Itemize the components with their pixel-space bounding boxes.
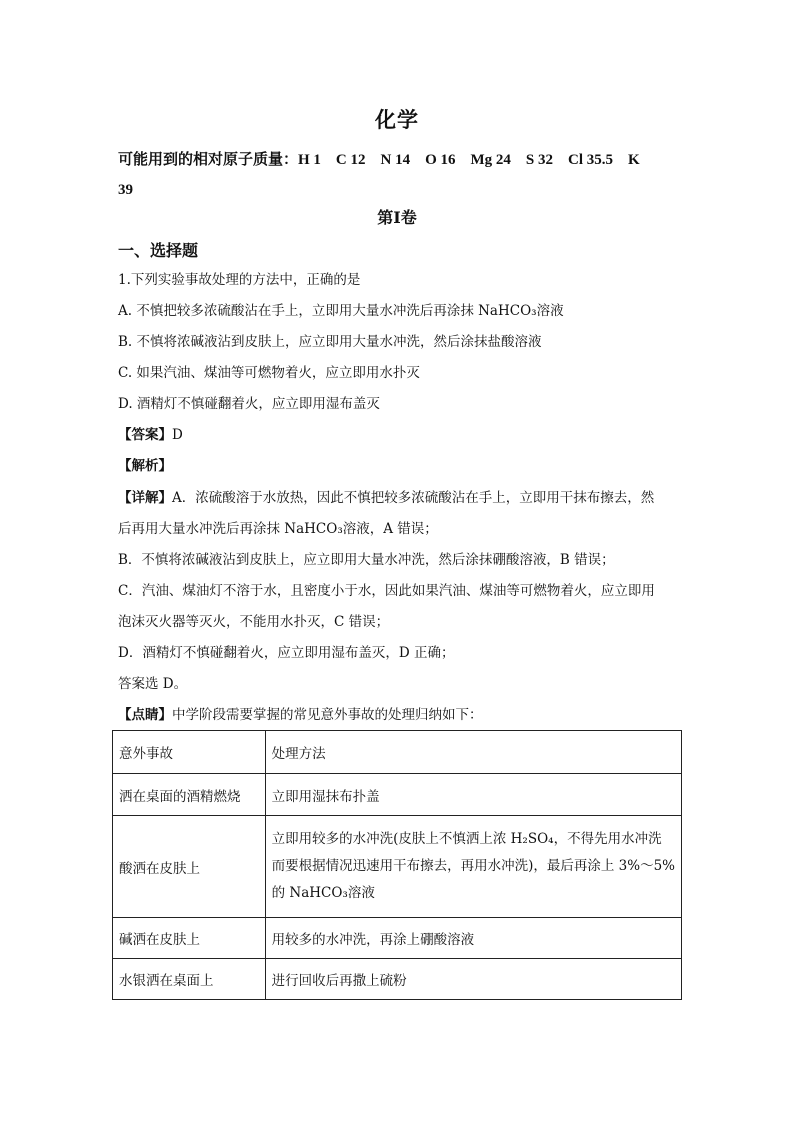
- answer-value: D: [172, 427, 183, 443]
- table-header-cell: 处理方法: [265, 731, 681, 774]
- method-line: 的 NaHCO₃溶液: [271, 885, 375, 901]
- table-cell-accident: 水银洒在桌面上: [113, 959, 266, 1000]
- table-row: [113, 774, 682, 816]
- table-row: [113, 918, 682, 959]
- table-row: [113, 959, 682, 1000]
- option-c: C. 如果汽油、煤油等可燃物着火，应立即用水扑灭: [118, 365, 420, 381]
- option-b: B. 不慎将浓碱液沾到皮肤上，应立即用大量水冲洗，然后涂抹盐酸溶液: [118, 334, 542, 350]
- table-cell-accident: 洒在桌面的酒精燃烧: [113, 774, 266, 816]
- answer-line: [118, 425, 183, 445]
- table-cell-accident: 碱洒在皮肤上: [113, 918, 266, 959]
- volume-heading: 第Ⅰ卷: [377, 208, 417, 227]
- atomic-mass-values: H 1 C 12 N 14 O 16 Mg 24 S 32 Cl 35.5 K: [298, 152, 640, 168]
- detail-text: 泡沫灭火器等灭火，不能用水扑灭，C 错误；: [118, 614, 390, 630]
- answer-conclusion: 答案选 D。: [118, 676, 188, 692]
- atomic-mass-label: 可能用到的相对原子质量：: [118, 150, 299, 168]
- table-header-row: [113, 731, 682, 774]
- method-line: 立即用较多的水冲洗(皮肤上不慎洒上浓 H₂SO₄，不得先用水冲洗: [271, 831, 662, 847]
- accident-table: [112, 730, 682, 1000]
- detail-text: D．酒精灯不慎碰翻着火，应立即用湿布盖灭，D 正确；: [118, 645, 455, 661]
- analysis-label: 【解析】: [118, 458, 172, 474]
- table-cell-method: 进行回收后再撒上硫粉: [265, 959, 681, 1000]
- method-line: 而要根据情况迅速用干布擦去，再用水冲洗)，最后再涂上 3%～5%: [271, 858, 675, 874]
- option-d: D. 酒精灯不慎碰翻着火，应立即用湿布盖灭: [118, 396, 380, 412]
- table-row: [113, 816, 682, 918]
- point-line: [118, 705, 483, 725]
- table-header-cell: 意外事故: [113, 731, 266, 774]
- page-title: 化学: [375, 107, 419, 132]
- point-label: 【点睛】: [118, 707, 172, 723]
- atomic-mass-line: [118, 146, 678, 203]
- question-stem: 1.下列实验事故处理的方法中，正确的是: [118, 272, 361, 288]
- section-heading: 一、选择题: [118, 241, 199, 260]
- table-cell-accident: 酸洒在皮肤上: [113, 816, 266, 918]
- answer-label: 【答案】: [118, 427, 172, 443]
- detail-text: 后再用大量水冲洗后再涂抹 NaHCO₃溶液，A 错误；: [118, 521, 438, 537]
- table-cell-method: [265, 816, 681, 918]
- table-cell-method: 用较多的水冲洗，再涂上硼酸溶液: [265, 918, 681, 959]
- detail-label: 【详解】: [118, 490, 172, 506]
- option-a: A. 不慎把较多浓硫酸沾在手上，立即用大量水冲洗后再涂抹 NaHCO₃溶液: [118, 303, 564, 319]
- detail-text: B．不慎将浓碱液沾到皮肤上，应立即用大量水冲洗，然后涂抹硼酸溶液，B 错误；: [118, 552, 615, 568]
- detail-text: A．浓硫酸溶于水放热，因此不慎把较多浓硫酸沾在手上，立即用干抹布擦去，然: [172, 490, 655, 506]
- detail-text: C．汽油、煤油灯不溶于水，且密度小于水，因此如果汽油、煤油等可燃物着火，应立即用: [118, 583, 655, 599]
- point-text: 中学阶段需要掌握的常见意外事故的处理归纳如下：: [172, 707, 483, 723]
- detail-line: [118, 488, 654, 508]
- atomic-mass-values-cont: 39: [118, 182, 133, 198]
- table-cell-method: 立即用湿抹布扑盖: [265, 774, 681, 816]
